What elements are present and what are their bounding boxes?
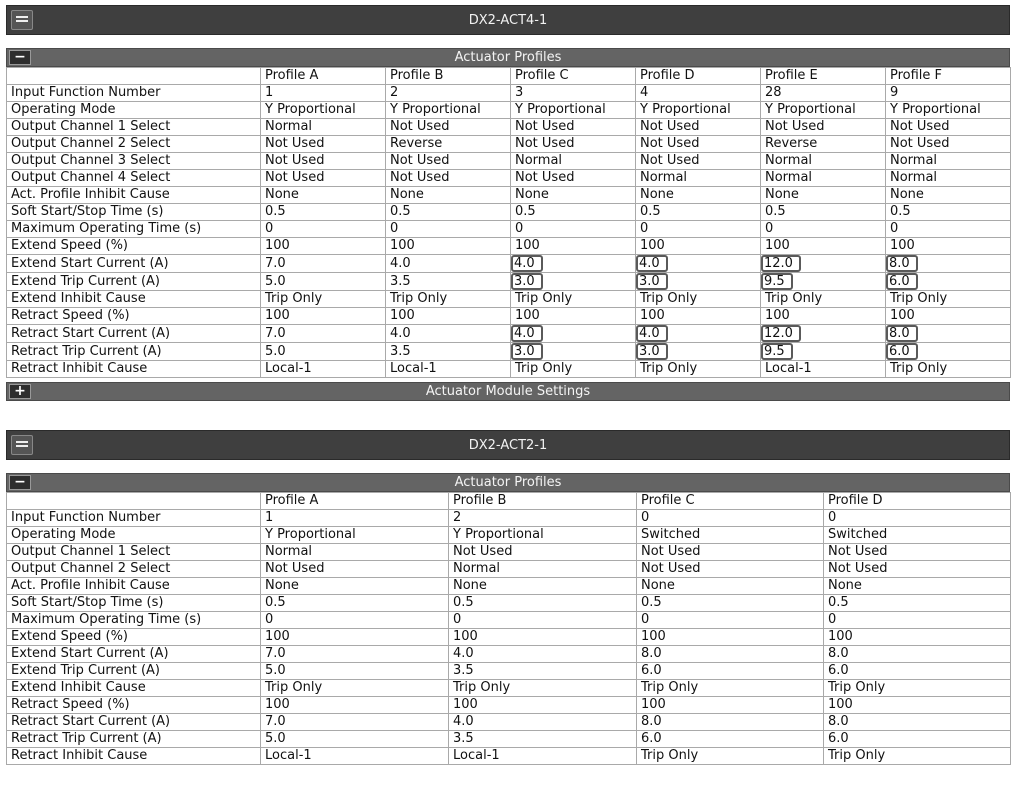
table-cell[interactable] — [511, 343, 636, 361]
table-cell[interactable]: Normal — [761, 153, 886, 170]
table-cell[interactable]: 100 — [824, 629, 1011, 646]
row-label: Output Channel 4 Select — [7, 170, 261, 187]
table-cell[interactable]: 100 — [636, 238, 761, 255]
table-cell[interactable]: 2 — [386, 85, 511, 102]
table-cell[interactable]: Y Proportional — [261, 102, 386, 119]
highlighted-value: 9.5 — [761, 273, 793, 290]
table-cell[interactable]: Not Used — [261, 136, 386, 153]
device-header — [6, 5, 1010, 35]
table-cell[interactable]: Trip Only — [636, 291, 761, 308]
table-cell[interactable]: 4.0 — [386, 325, 511, 343]
table-cell[interactable]: 0 — [637, 612, 824, 629]
column-header-profile-a: Profile A — [261, 493, 449, 510]
table-cell[interactable]: Not Used — [449, 544, 637, 561]
table-cell[interactable]: 0 — [511, 221, 636, 238]
column-header-profile-d: Profile D — [824, 493, 1011, 510]
table-cell[interactable]: 0 — [824, 612, 1011, 629]
row-label: Retract Start Current (A) — [7, 714, 261, 731]
table-cell[interactable]: 100 — [824, 697, 1011, 714]
table-cell[interactable]: Normal — [449, 561, 637, 578]
table-cell[interactable] — [886, 325, 1011, 343]
table-cell[interactable]: Trip Only — [637, 680, 824, 697]
table-row — [7, 748, 1011, 765]
table-cell[interactable]: Not Used — [637, 561, 824, 578]
row-label: Output Channel 1 Select — [7, 544, 261, 561]
row-label: Act. Profile Inhibit Cause — [7, 578, 261, 595]
highlighted-value: 8.0 — [886, 255, 918, 272]
row-label: Retract Trip Current (A) — [7, 343, 261, 361]
table-cell[interactable]: Not Used — [511, 119, 636, 136]
table-row — [7, 527, 1011, 544]
row-label: Extend Start Current (A) — [7, 255, 261, 273]
table-cell[interactable]: 5.0 — [261, 273, 386, 291]
table-cell[interactable]: 5.0 — [261, 343, 386, 361]
table-cell[interactable]: 0.5 — [761, 204, 886, 221]
table-cell[interactable]: Reverse — [386, 136, 511, 153]
table-row — [7, 308, 1011, 325]
table-header-row — [7, 68, 1011, 85]
table-row — [7, 646, 1011, 663]
row-label: Retract Inhibit Cause — [7, 748, 261, 765]
table-cell[interactable]: Y Proportional — [636, 102, 761, 119]
table-cell[interactable]: Not Used — [886, 119, 1011, 136]
actuator-profiles-header — [6, 48, 1010, 67]
row-label: Act. Profile Inhibit Cause — [7, 187, 261, 204]
row-label: Operating Mode — [7, 102, 261, 119]
table-cell[interactable] — [886, 255, 1011, 273]
table-row — [7, 343, 1011, 361]
section-title: Actuator Profiles — [454, 475, 562, 490]
table-cell[interactable]: Normal — [761, 170, 886, 187]
table-cell[interactable]: None — [386, 187, 511, 204]
table-row — [7, 153, 1011, 170]
table-row — [7, 510, 1011, 527]
table-cell[interactable]: 0 — [261, 221, 386, 238]
table-cell[interactable]: Y Proportional — [761, 102, 886, 119]
table-cell[interactable]: 100 — [511, 238, 636, 255]
table-cell[interactable]: 8.0 — [824, 646, 1011, 663]
row-label: Output Channel 2 Select — [7, 561, 261, 578]
table-cell[interactable]: Trip Only — [449, 680, 637, 697]
table-cell[interactable] — [636, 273, 761, 291]
table-cell[interactable]: 3.5 — [449, 663, 637, 680]
table-cell[interactable]: 100 — [637, 629, 824, 646]
highlighted-value: 3.0 — [511, 273, 543, 290]
table-cell[interactable]: 5.0 — [261, 731, 449, 748]
table-cell[interactable] — [636, 325, 761, 343]
actuator-profiles-header — [6, 473, 1010, 492]
row-label: Extend Speed (%) — [7, 629, 261, 646]
table-cell[interactable]: Y Proportional — [511, 102, 636, 119]
row-label: Retract Speed (%) — [7, 697, 261, 714]
row-label: Extend Speed (%) — [7, 238, 261, 255]
table-cell[interactable]: Reverse — [761, 136, 886, 153]
table-cell[interactable]: None — [636, 187, 761, 204]
table-row — [7, 238, 1011, 255]
table-cell[interactable]: Trip Only — [636, 361, 761, 378]
table-row — [7, 85, 1011, 102]
row-label: Retract Start Current (A) — [7, 325, 261, 343]
table-row — [7, 663, 1011, 680]
table-cell[interactable]: None — [511, 187, 636, 204]
table-cell[interactable]: Trip Only — [761, 291, 886, 308]
table-cell[interactable]: 0.5 — [261, 204, 386, 221]
table-row — [7, 291, 1011, 308]
highlighted-value: 6.0 — [886, 343, 918, 360]
device-title: DX2-ACT4-1 — [468, 13, 548, 28]
table-cell[interactable]: Normal — [886, 170, 1011, 187]
table-cell[interactable]: Trip Only — [824, 680, 1011, 697]
highlighted-value: 12.0 — [761, 255, 801, 272]
row-label: Soft Start/Stop Time (s) — [7, 595, 261, 612]
table-row — [7, 221, 1011, 238]
table-row — [7, 136, 1011, 153]
table-cell[interactable]: 0.5 — [386, 204, 511, 221]
table-cell[interactable]: 0 — [637, 510, 824, 527]
table-cell[interactable]: 0 — [886, 221, 1011, 238]
table-cell[interactable]: 0 — [261, 612, 449, 629]
table-cell[interactable]: None — [886, 187, 1011, 204]
table-cell[interactable]: 1 — [261, 85, 386, 102]
table-cell[interactable]: Trip Only — [386, 291, 511, 308]
table-cell[interactable]: Y Proportional — [386, 102, 511, 119]
row-label: Retract Speed (%) — [7, 308, 261, 325]
table-cell[interactable]: Trip Only — [824, 748, 1011, 765]
table-cell[interactable]: 0.5 — [886, 204, 1011, 221]
table-cell[interactable]: 6.0 — [637, 663, 824, 680]
table-cell[interactable]: Y Proportional — [449, 527, 637, 544]
table-cell[interactable] — [511, 273, 636, 291]
table-cell[interactable]: Not Used — [824, 561, 1011, 578]
table-cell[interactable]: 3.5 — [449, 731, 637, 748]
table-cell[interactable]: 7.0 — [261, 255, 386, 273]
table-cell[interactable]: Y Proportional — [886, 102, 1011, 119]
table-cell[interactable]: Not Used — [261, 561, 449, 578]
table-cell[interactable]: 4.0 — [386, 255, 511, 273]
table-row — [7, 612, 1011, 629]
table-cell[interactable]: 28 — [761, 85, 886, 102]
table-cell[interactable]: Switched — [824, 527, 1011, 544]
table-cell[interactable]: 100 — [261, 308, 386, 325]
module-settings-header — [6, 382, 1010, 401]
table-cell[interactable]: Trip Only — [886, 361, 1011, 378]
table-cell[interactable]: 3.5 — [386, 343, 511, 361]
table-cell[interactable]: 4.0 — [449, 646, 637, 663]
table-cell[interactable]: 100 — [449, 629, 637, 646]
table-cell[interactable]: Not Used — [636, 136, 761, 153]
table-cell[interactable]: Normal — [261, 119, 386, 136]
column-header-profile-b: Profile B — [386, 68, 511, 85]
table-row — [7, 204, 1011, 221]
table-row — [7, 561, 1011, 578]
highlighted-value: 3.0 — [636, 343, 668, 360]
section-expand-button[interactable]: + — [9, 384, 31, 399]
table-row — [7, 629, 1011, 646]
highlighted-value: 9.5 — [761, 343, 793, 360]
table-cell[interactable] — [511, 255, 636, 273]
table-cell[interactable]: Normal — [261, 544, 449, 561]
table-cell[interactable]: Trip Only — [637, 748, 824, 765]
table-cell[interactable] — [636, 343, 761, 361]
table-cell[interactable]: 100 — [511, 308, 636, 325]
table-cell[interactable]: Local-1 — [386, 361, 511, 378]
column-header-profile-f: Profile F — [886, 68, 1011, 85]
table-cell[interactable]: Trip Only — [261, 680, 449, 697]
row-label: Output Channel 3 Select — [7, 153, 261, 170]
table-cell[interactable]: 0.5 — [824, 595, 1011, 612]
column-header-profile-b: Profile B — [449, 493, 637, 510]
table-cell[interactable]: 0.5 — [511, 204, 636, 221]
highlighted-value: 4.0 — [636, 325, 668, 342]
row-label: Input Function Number — [7, 85, 261, 102]
table-cell[interactable]: 0 — [449, 612, 637, 629]
table-cell[interactable] — [761, 273, 886, 291]
table-cell[interactable] — [761, 255, 886, 273]
highlighted-value: 4.0 — [511, 255, 543, 272]
table-cell[interactable]: 5.0 — [261, 663, 449, 680]
table-cell[interactable] — [761, 325, 886, 343]
row-label: Extend Start Current (A) — [7, 646, 261, 663]
table-row — [7, 680, 1011, 697]
table-row — [7, 325, 1011, 343]
row-label: Maximum Operating Time (s) — [7, 612, 261, 629]
section-title: Actuator Module Settings — [425, 384, 591, 399]
table-cell[interactable]: Not Used — [761, 119, 886, 136]
table-cell[interactable]: Not Used — [824, 544, 1011, 561]
table-cell[interactable] — [761, 343, 886, 361]
table-cell[interactable]: Not Used — [386, 153, 511, 170]
actuator-profiles-table — [6, 67, 1011, 378]
column-header-profile-c: Profile C — [637, 493, 824, 510]
table-cell[interactable] — [886, 273, 1011, 291]
row-label: Extend Inhibit Cause — [7, 680, 261, 697]
table-cell[interactable]: Switched — [637, 527, 824, 544]
table-cell[interactable]: 100 — [449, 697, 637, 714]
table-cell[interactable]: 7.0 — [261, 646, 449, 663]
table-cell[interactable]: 9 — [886, 85, 1011, 102]
corner-cell — [7, 68, 261, 85]
row-label: Operating Mode — [7, 527, 261, 544]
table-cell[interactable]: 7.0 — [261, 714, 449, 731]
table-cell[interactable]: 100 — [886, 308, 1011, 325]
table-cell[interactable]: Trip Only — [511, 291, 636, 308]
table-cell[interactable]: None — [449, 578, 637, 595]
table-cell[interactable]: Local-1 — [261, 361, 386, 378]
table-cell[interactable]: None — [637, 578, 824, 595]
table-cell[interactable]: Normal — [636, 170, 761, 187]
table-cell[interactable]: None — [261, 187, 386, 204]
table-row — [7, 361, 1011, 378]
table-row — [7, 731, 1011, 748]
table-cell[interactable]: 100 — [761, 308, 886, 325]
table-cell[interactable]: None — [261, 578, 449, 595]
row-label: Extend Trip Current (A) — [7, 273, 261, 291]
highlighted-value: 4.0 — [636, 255, 668, 272]
table-row — [7, 170, 1011, 187]
table-cell[interactable]: Local-1 — [761, 361, 886, 378]
table-cell[interactable]: 100 — [636, 308, 761, 325]
table-cell[interactable]: Trip Only — [261, 291, 386, 308]
highlighted-value: 3.0 — [511, 343, 543, 360]
row-label: Extend Inhibit Cause — [7, 291, 261, 308]
table-cell[interactable]: 4.0 — [449, 714, 637, 731]
row-label: Retract Trip Current (A) — [7, 731, 261, 748]
table-row — [7, 714, 1011, 731]
row-label: Output Channel 1 Select — [7, 119, 261, 136]
row-label: Soft Start/Stop Time (s) — [7, 204, 261, 221]
row-label: Maximum Operating Time (s) — [7, 221, 261, 238]
table-cell[interactable]: 0 — [761, 221, 886, 238]
table-cell[interactable]: 6.0 — [824, 731, 1011, 748]
table-row — [7, 544, 1011, 561]
table-cell[interactable]: Not Used — [636, 153, 761, 170]
table-cell[interactable]: Local-1 — [449, 748, 637, 765]
table-cell[interactable]: 0 — [386, 221, 511, 238]
column-header-profile-c: Profile C — [511, 68, 636, 85]
table-cell[interactable]: Not Used — [636, 119, 761, 136]
table-cell[interactable]: 0.5 — [261, 595, 449, 612]
table-cell[interactable]: 6.0 — [824, 663, 1011, 680]
table-cell[interactable]: 100 — [386, 308, 511, 325]
table-cell[interactable] — [886, 343, 1011, 361]
device-dx2-act2-1 — [6, 430, 1010, 765]
column-header-profile-a: Profile A — [261, 68, 386, 85]
table-cell[interactable]: Trip Only — [886, 291, 1011, 308]
table-header-row — [7, 493, 1011, 510]
table-row — [7, 119, 1011, 136]
section-collapse-button[interactable]: − — [9, 475, 31, 490]
table-cell[interactable]: Normal — [511, 153, 636, 170]
device-title: DX2-ACT2-1 — [468, 438, 548, 453]
section-collapse-button[interactable]: − — [9, 50, 31, 65]
table-cell[interactable]: Not Used — [511, 136, 636, 153]
section-title: Actuator Profiles — [454, 50, 562, 65]
table-cell[interactable]: 8.0 — [637, 714, 824, 731]
table-row — [7, 102, 1011, 119]
table-cell[interactable]: 3 — [511, 85, 636, 102]
highlighted-value: 4.0 — [511, 325, 543, 342]
table-cell[interactable]: 100 — [386, 238, 511, 255]
table-cell[interactable]: 100 — [637, 697, 824, 714]
highlighted-value: 8.0 — [886, 325, 918, 342]
table-cell[interactable]: 0.5 — [637, 595, 824, 612]
table-row — [7, 187, 1011, 204]
row-label: Output Channel 2 Select — [7, 136, 261, 153]
table-cell[interactable]: 2 — [449, 510, 637, 527]
row-label: Input Function Number — [7, 510, 261, 527]
table-cell[interactable]: 100 — [761, 238, 886, 255]
table-row — [7, 595, 1011, 612]
table-cell[interactable]: Not Used — [637, 544, 824, 561]
table-cell[interactable]: 1 — [261, 510, 449, 527]
table-cell[interactable]: Normal — [886, 153, 1011, 170]
table-row — [7, 697, 1011, 714]
table-cell[interactable]: 7.0 — [261, 325, 386, 343]
table-row — [7, 578, 1011, 595]
highlighted-value: 12.0 — [761, 325, 801, 342]
column-header-profile-d: Profile D — [636, 68, 761, 85]
highlighted-value: 3.0 — [636, 273, 668, 290]
table-cell[interactable]: None — [824, 578, 1011, 595]
table-cell[interactable]: Not Used — [886, 136, 1011, 153]
corner-cell — [7, 493, 261, 510]
table-cell[interactable]: 3.5 — [386, 273, 511, 291]
device-header — [6, 430, 1010, 460]
table-cell[interactable]: 0 — [824, 510, 1011, 527]
row-label: Extend Trip Current (A) — [7, 663, 261, 680]
table-row — [7, 273, 1011, 291]
table-cell[interactable]: 100 — [261, 238, 386, 255]
table-row — [7, 255, 1011, 273]
table-cell[interactable]: Not Used — [386, 170, 511, 187]
device-dx2-act4-1 — [6, 5, 1010, 401]
table-cell[interactable]: 8.0 — [824, 714, 1011, 731]
table-cell[interactable] — [511, 325, 636, 343]
table-cell[interactable]: 8.0 — [637, 646, 824, 663]
row-label: Retract Inhibit Cause — [7, 361, 261, 378]
table-cell[interactable]: 100 — [261, 697, 449, 714]
table-cell[interactable]: Y Proportional — [261, 527, 449, 544]
table-cell[interactable]: 0.5 — [636, 204, 761, 221]
table-cell[interactable]: 0.5 — [449, 595, 637, 612]
table-cell[interactable]: Trip Only — [511, 361, 636, 378]
table-cell[interactable]: Local-1 — [261, 748, 449, 765]
highlighted-value: 6.0 — [886, 273, 918, 290]
table-cell[interactable]: Not Used — [261, 170, 386, 187]
table-cell[interactable]: 6.0 — [637, 731, 824, 748]
table-cell[interactable]: Not Used — [386, 119, 511, 136]
table-cell[interactable]: None — [761, 187, 886, 204]
table-cell[interactable]: 0 — [636, 221, 761, 238]
table-cell[interactable] — [636, 255, 761, 273]
table-cell[interactable]: 100 — [886, 238, 1011, 255]
table-cell[interactable]: Not Used — [511, 170, 636, 187]
column-header-profile-e: Profile E — [761, 68, 886, 85]
table-cell[interactable]: 100 — [261, 629, 449, 646]
table-cell[interactable]: 4 — [636, 85, 761, 102]
table-cell[interactable]: Not Used — [261, 153, 386, 170]
actuator-profiles-table — [6, 492, 1011, 765]
